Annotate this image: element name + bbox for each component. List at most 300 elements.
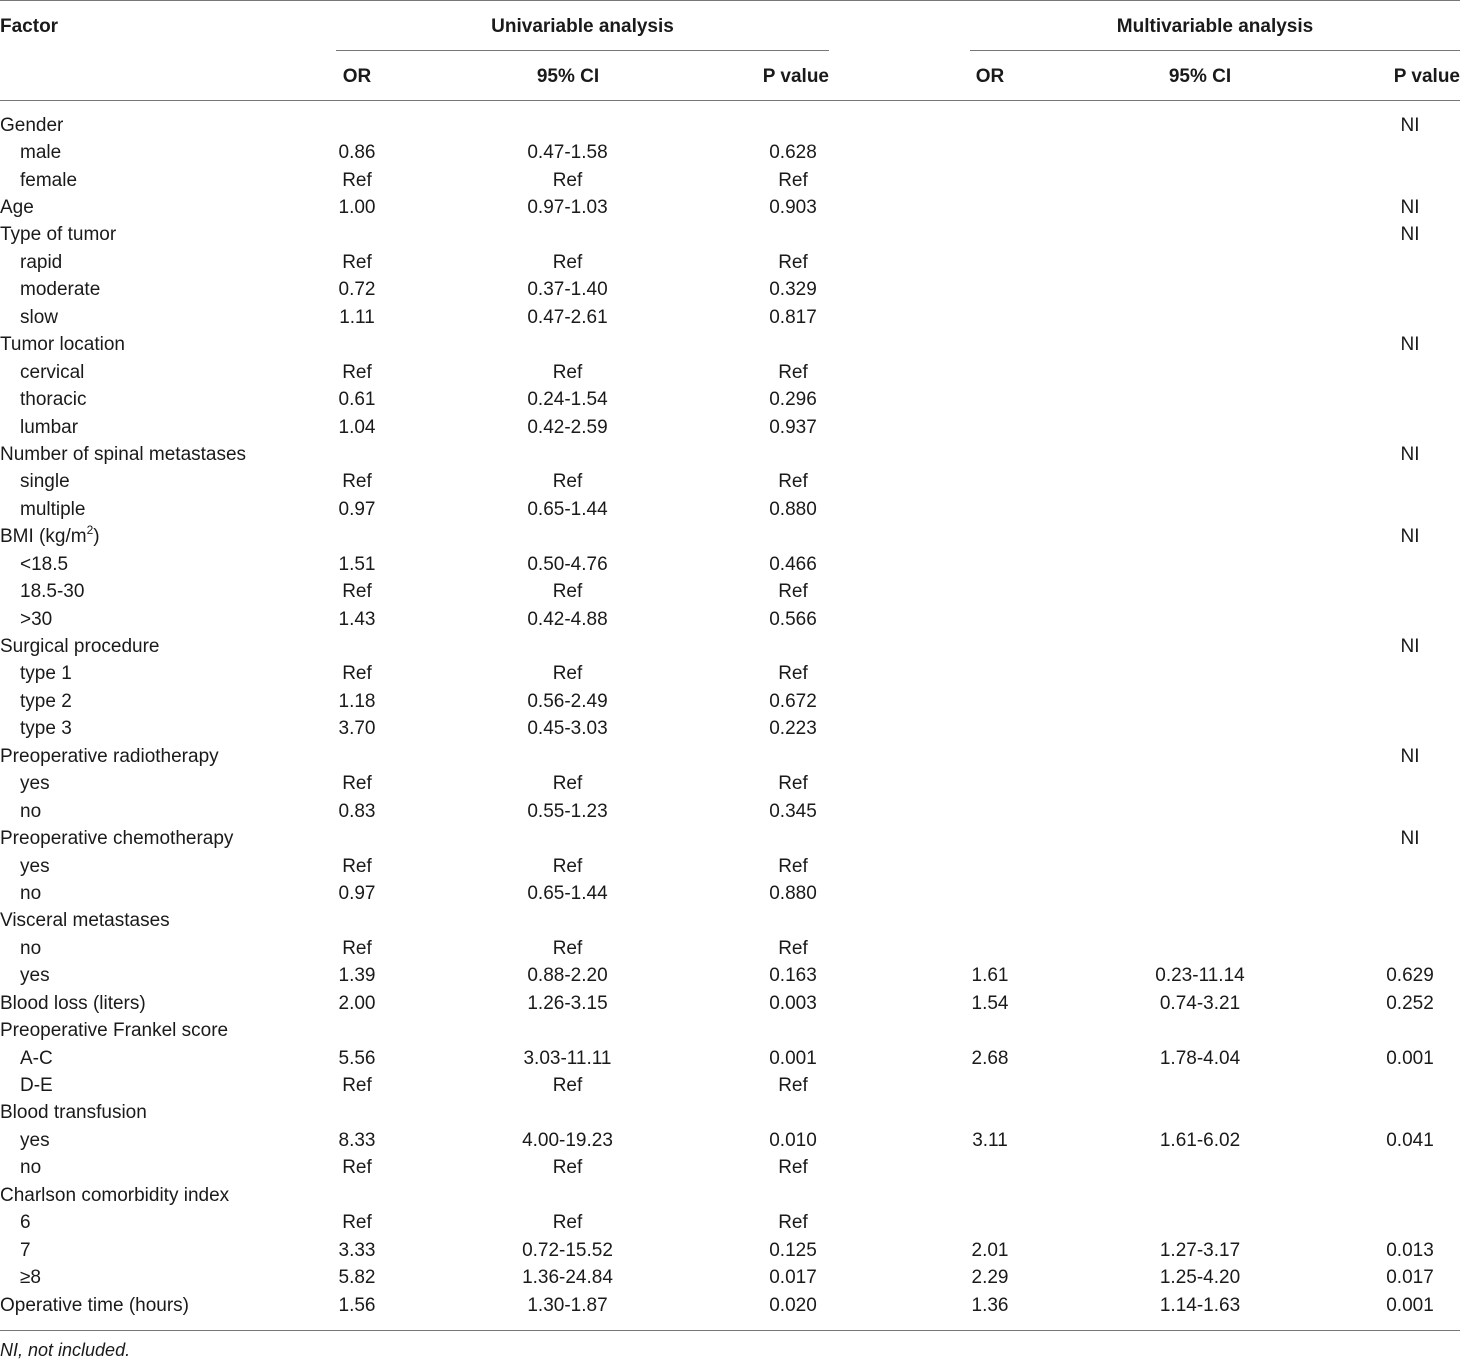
- univariable-p-cell: 0.001: [769, 1047, 817, 1069]
- multivariable-or-cell: [940, 688, 1040, 715]
- multivariable-p-cell: [1360, 688, 1460, 715]
- factor-cell: [0, 853, 307, 880]
- univariable-or-cell: [307, 1017, 407, 1044]
- multivariable-ci-cell: [1040, 743, 1360, 770]
- header-univariable: Univariable analysis: [491, 16, 674, 37]
- column-gap: [858, 1045, 940, 1072]
- factor-label: Tumor location: [0, 334, 125, 356]
- univariable-or-cell: 2.00: [338, 992, 376, 1014]
- table-row: [0, 633, 1460, 660]
- univariable-p-cell: 0.329: [769, 279, 817, 301]
- table-row: [0, 798, 1460, 825]
- factor-label: no: [20, 937, 42, 959]
- multivariable-ci-cell: [1040, 332, 1360, 359]
- univariable-p-cell: Ref: [778, 1212, 808, 1234]
- multivariable-p-cell: [1360, 1017, 1460, 1044]
- factor-cell: [0, 743, 307, 770]
- factor-cell: [0, 1182, 307, 1209]
- factor-label: >30: [20, 608, 53, 630]
- univariable-p-cell: Ref: [778, 251, 808, 273]
- multivariable-ci-cell: [1040, 798, 1360, 825]
- univariable-or-cell: [307, 1100, 407, 1127]
- multivariable-ci-cell: [1040, 853, 1360, 880]
- univariable-or-cell: 0.97: [338, 882, 376, 904]
- multivariable-or-cell: [940, 716, 1040, 743]
- univariable-ci-cell: Ref: [552, 1075, 583, 1097]
- multivariable-ci-cell: [1040, 1017, 1360, 1044]
- univariable-or-cell: [307, 908, 407, 935]
- univariable-ci-cell: Ref: [552, 937, 583, 959]
- multivariable-ci-cell: [1040, 771, 1360, 798]
- multivariable-ci-cell: [1040, 716, 1360, 743]
- factor-cell: [0, 1017, 307, 1044]
- table-row: [0, 139, 1460, 166]
- factor-cell: [0, 578, 307, 605]
- multivariable-group-rule: [970, 50, 1460, 51]
- multivariable-or-cell: 1.54: [971, 992, 1009, 1014]
- multivariable-ci-cell: [1040, 688, 1360, 715]
- column-gap: [858, 1072, 940, 1099]
- univariable-or-cell: 0.97: [338, 498, 376, 520]
- column-gap: [858, 771, 940, 798]
- multivariable-p-cell: 0.629: [1386, 965, 1434, 987]
- univariable-p-cell: Ref: [778, 855, 808, 877]
- multivariable-or-cell: 1.36: [971, 1294, 1009, 1316]
- table-row: [0, 1100, 1460, 1127]
- univariable-p-cell: [728, 441, 858, 468]
- multivariable-p-cell: 0.001: [1386, 1294, 1434, 1316]
- column-gap: [858, 167, 940, 194]
- factor-cell: [0, 880, 307, 907]
- table-row: [0, 304, 1460, 331]
- column-gap: [858, 908, 940, 935]
- univariable-or-cell: 1.04: [338, 416, 376, 438]
- multivariable-p-cell: NI: [1400, 745, 1420, 767]
- univariable-or-cell: [307, 441, 407, 468]
- multivariable-ci-cell: [1040, 414, 1360, 441]
- table-row: [0, 853, 1460, 880]
- table-row: [0, 441, 1460, 468]
- column-gap: [858, 194, 940, 221]
- multivariable-p-cell: 0.013: [1386, 1239, 1434, 1261]
- column-gap: [858, 688, 940, 715]
- univariable-or-cell: 1.39: [338, 965, 376, 987]
- factor-label: rapid: [20, 251, 63, 273]
- factor-cell: [0, 524, 307, 551]
- multivariable-p-cell: [1360, 853, 1460, 880]
- footnote: NI, not included.: [0, 1340, 131, 1360]
- multivariable-or-cell: [940, 332, 1040, 359]
- multivariable-p-cell: [1360, 798, 1460, 825]
- multivariable-p-cell: [1360, 139, 1460, 166]
- univariable-p-cell: 0.003: [769, 992, 817, 1014]
- univariable-ci-cell: 0.50-4.76: [527, 553, 608, 575]
- multivariable-p-cell: [1360, 414, 1460, 441]
- multivariable-ci-cell: [1040, 606, 1360, 633]
- multivariable-ci-cell: [1040, 359, 1360, 386]
- multivariable-or-cell: [940, 139, 1040, 166]
- factor-cell: [0, 194, 307, 221]
- column-gap: [858, 825, 940, 852]
- factor-cell: [0, 771, 307, 798]
- table-row: [0, 771, 1460, 798]
- multivariable-or-cell: [940, 853, 1040, 880]
- factor-label: Type of tumor: [0, 224, 117, 246]
- factor-cell: [0, 1045, 307, 1072]
- multivariable-p-cell: 0.017: [1386, 1267, 1434, 1289]
- univariable-or-cell: [307, 825, 407, 852]
- column-gap: [858, 551, 940, 578]
- univariable-or-cell: Ref: [342, 471, 372, 493]
- factor-cell: [0, 441, 307, 468]
- factor-label: yes: [20, 965, 50, 987]
- univariable-p-cell: 0.163: [769, 965, 817, 987]
- multivariable-ci-cell: [1040, 277, 1360, 304]
- multivariable-p-cell: [1360, 249, 1460, 276]
- univariable-ci-cell: [407, 1182, 728, 1209]
- column-gap: [858, 441, 940, 468]
- multivariable-ci-cell: [1040, 825, 1360, 852]
- factor-cell: [0, 716, 307, 743]
- table-row: [0, 990, 1460, 1017]
- univariable-p-cell: 0.125: [769, 1239, 817, 1261]
- table-row: [0, 1072, 1460, 1099]
- header-u-ci: 95% CI: [536, 66, 600, 87]
- table-row: [0, 551, 1460, 578]
- univariable-p-cell: 0.817: [769, 306, 817, 328]
- header-m-p: P value: [1393, 66, 1460, 87]
- multivariable-ci-cell: 1.78-4.04: [1159, 1047, 1241, 1069]
- factor-cell: [0, 277, 307, 304]
- multivariable-or-cell: [940, 222, 1040, 249]
- table-row: [0, 825, 1460, 852]
- factor-label: <18.5: [20, 553, 69, 575]
- multivariable-or-cell: [940, 167, 1040, 194]
- column-gap: [858, 1127, 940, 1154]
- univariable-ci-cell: 0.65-1.44: [527, 882, 608, 904]
- factor-label: type 3: [20, 718, 72, 740]
- univariable-p-cell: 0.466: [769, 553, 817, 575]
- multivariable-p-cell: [1360, 469, 1460, 496]
- multivariable-ci-cell: 0.23-11.14: [1155, 965, 1245, 987]
- univariable-p-cell: 0.937: [769, 416, 817, 438]
- univariable-ci-cell: Ref: [552, 251, 583, 273]
- factor-superscript: 2: [86, 523, 94, 538]
- column-gap: [858, 743, 940, 770]
- univariable-ci-cell: 1.26-3.15: [527, 992, 608, 1014]
- multivariable-p-cell: [1360, 1182, 1460, 1209]
- column-gap: [858, 578, 940, 605]
- multivariable-ci-cell: [1040, 1100, 1360, 1127]
- factor-label: no: [20, 800, 42, 822]
- multivariable-ci-cell: [1040, 249, 1360, 276]
- multivariable-or-cell: [940, 1182, 1040, 1209]
- multivariable-p-cell: [1360, 716, 1460, 743]
- multivariable-p-cell: [1360, 386, 1460, 413]
- multivariable-or-cell: [940, 908, 1040, 935]
- factor-cell: [0, 963, 307, 990]
- results-table: [0, 112, 1460, 1319]
- header-bottom-rule: [0, 100, 1460, 101]
- multivariable-ci-cell: 1.25-4.20: [1159, 1267, 1241, 1289]
- factor-cell: [0, 386, 307, 413]
- multivariable-p-cell: [1360, 935, 1460, 962]
- column-gap: [858, 1292, 940, 1319]
- table-row: [0, 194, 1460, 221]
- multivariable-ci-cell: [1040, 578, 1360, 605]
- multivariable-ci-cell: [1040, 469, 1360, 496]
- univariable-or-cell: 5.56: [338, 1047, 376, 1069]
- column-gap: [858, 277, 940, 304]
- multivariable-p-cell: NI: [1400, 114, 1420, 136]
- univariable-p-cell: [728, 825, 858, 852]
- multivariable-ci-cell: 0.74-3.21: [1159, 992, 1241, 1014]
- factor-label: A-C: [20, 1047, 53, 1069]
- factor-cell: [0, 1237, 307, 1264]
- univariable-or-cell: 0.83: [338, 800, 376, 822]
- univariable-or-cell: Ref: [342, 855, 372, 877]
- header-m-or: OR: [975, 66, 1005, 87]
- univariable-p-cell: Ref: [778, 1157, 808, 1179]
- univariable-or-cell: 1.43: [338, 608, 376, 630]
- table-row: [0, 1017, 1460, 1044]
- factor-label: yes: [20, 855, 50, 877]
- univariable-ci-cell: [407, 825, 728, 852]
- factor-cell: [0, 496, 307, 523]
- univariable-p-cell: Ref: [778, 1075, 808, 1097]
- column-gap: [858, 1155, 940, 1182]
- multivariable-or-cell: 2.01: [971, 1239, 1009, 1261]
- multivariable-ci-cell: [1040, 222, 1360, 249]
- univariable-p-cell: Ref: [778, 471, 808, 493]
- univariable-ci-cell: 0.55-1.23: [527, 800, 608, 822]
- table-row: [0, 469, 1460, 496]
- univariable-p-cell: 0.903: [769, 197, 817, 219]
- multivariable-or-cell: [940, 661, 1040, 688]
- univariable-or-cell: 1.56: [338, 1294, 376, 1316]
- univariable-p-cell: [728, 743, 858, 770]
- factor-label: Preoperative Frankel score: [0, 1020, 229, 1042]
- column-gap: [858, 661, 940, 688]
- factor-label: yes: [20, 1129, 50, 1151]
- multivariable-ci-cell: 1.14-1.63: [1159, 1294, 1241, 1316]
- univariable-p-cell: [728, 1100, 858, 1127]
- univariable-ci-cell: Ref: [552, 773, 583, 795]
- table-row: [0, 908, 1460, 935]
- univariable-ci-cell: [407, 332, 728, 359]
- table-row: [0, 277, 1460, 304]
- factor-label: BMI (kg/m: [0, 526, 87, 548]
- univariable-p-cell: Ref: [778, 581, 808, 603]
- univariable-ci-cell: [407, 908, 728, 935]
- univariable-or-cell: 3.70: [338, 718, 376, 740]
- univariable-p-cell: 0.880: [769, 498, 817, 520]
- univariable-ci-cell: [407, 1017, 728, 1044]
- multivariable-ci-cell: [1040, 386, 1360, 413]
- factor-cell: [0, 1210, 307, 1237]
- univariable-p-cell: 0.672: [769, 690, 817, 712]
- table-row: [0, 332, 1460, 359]
- multivariable-or-cell: 2.68: [971, 1047, 1009, 1069]
- factor-label: Charlson comorbidity index: [0, 1184, 230, 1206]
- factor-label: male: [20, 142, 62, 164]
- univariable-p-cell: [728, 112, 858, 139]
- multivariable-p-cell: [1360, 661, 1460, 688]
- multivariable-or-cell: [940, 249, 1040, 276]
- univariable-or-cell: Ref: [342, 169, 372, 191]
- table-row: [0, 1155, 1460, 1182]
- multivariable-p-cell: [1360, 277, 1460, 304]
- factor-cell: [0, 414, 307, 441]
- multivariable-or-cell: [940, 798, 1040, 825]
- multivariable-ci-cell: [1040, 908, 1360, 935]
- table-row: [0, 1127, 1460, 1154]
- univariable-or-cell: 0.72: [338, 279, 376, 301]
- column-gap: [858, 386, 940, 413]
- factor-cell: [0, 1072, 307, 1099]
- factor-cell: [0, 633, 307, 660]
- multivariable-ci-cell: [1040, 661, 1360, 688]
- univariable-or-cell: 1.18: [338, 690, 376, 712]
- factor-label: multiple: [20, 498, 86, 520]
- univariable-ci-cell: [407, 1100, 728, 1127]
- univariable-p-cell: 0.345: [769, 800, 817, 822]
- factor-label: 18.5-30: [20, 581, 85, 603]
- univariable-or-cell: 1.00: [338, 197, 376, 219]
- multivariable-or-cell: [940, 386, 1040, 413]
- column-gap: [858, 414, 940, 441]
- factor-label: Age: [0, 197, 34, 219]
- factor-label: female: [20, 169, 78, 191]
- univariable-ci-cell: 0.72-15.52: [522, 1239, 613, 1261]
- column-gap: [858, 496, 940, 523]
- factor-label: type 1: [20, 663, 72, 685]
- multivariable-ci-cell: [1040, 633, 1360, 660]
- multivariable-or-cell: [940, 1155, 1040, 1182]
- multivariable-or-cell: [940, 1017, 1040, 1044]
- multivariable-or-cell: [940, 633, 1040, 660]
- factor-cell: [0, 167, 307, 194]
- univariable-p-cell: [728, 524, 858, 551]
- factor-cell: [0, 688, 307, 715]
- multivariable-or-cell: [940, 414, 1040, 441]
- univariable-ci-cell: 0.42-2.59: [527, 416, 608, 438]
- table-row: [0, 414, 1460, 441]
- factor-cell: [0, 139, 307, 166]
- multivariable-or-cell: [940, 606, 1040, 633]
- column-gap: [858, 990, 940, 1017]
- multivariable-or-cell: [940, 277, 1040, 304]
- multivariable-or-cell: [940, 359, 1040, 386]
- table-row: [0, 963, 1460, 990]
- multivariable-or-cell: 2.29: [971, 1267, 1009, 1289]
- factor-label: lumbar: [20, 416, 79, 438]
- univariable-ci-cell: 1.36-24.84: [522, 1267, 613, 1289]
- univariable-ci-cell: Ref: [552, 471, 583, 493]
- table-row: [0, 496, 1460, 523]
- univariable-or-cell: 8.33: [338, 1129, 376, 1151]
- multivariable-p-cell: [1360, 880, 1460, 907]
- header-u-p: P value: [762, 66, 829, 87]
- univariable-ci-cell: 0.47-2.61: [527, 306, 608, 328]
- multivariable-p-cell: NI: [1400, 443, 1420, 465]
- factor-label: 7: [20, 1239, 31, 1261]
- multivariable-or-cell: [940, 441, 1040, 468]
- univariable-or-cell: Ref: [342, 581, 372, 603]
- multivariable-ci-cell: [1040, 194, 1360, 221]
- factor-cell: [0, 1264, 307, 1291]
- factor-label: single: [20, 471, 70, 493]
- univariable-or-cell: Ref: [342, 1212, 372, 1234]
- header-m-ci: 95% CI: [1168, 66, 1232, 87]
- multivariable-p-cell: [1360, 908, 1460, 935]
- univariable-ci-cell: 0.97-1.03: [527, 197, 608, 219]
- multivariable-p-cell: NI: [1400, 197, 1420, 219]
- univariable-p-cell: [728, 222, 858, 249]
- multivariable-ci-cell: [1040, 139, 1360, 166]
- univariable-ci-cell: [407, 441, 728, 468]
- column-gap: [858, 112, 940, 139]
- univariable-p-cell: 0.010: [769, 1129, 817, 1151]
- factor-cell: [0, 606, 307, 633]
- column-gap: [858, 853, 940, 880]
- univariable-or-cell: 1.51: [338, 553, 376, 575]
- multivariable-ci-cell: [1040, 1210, 1360, 1237]
- univariable-ci-cell: Ref: [552, 855, 583, 877]
- column-gap: [858, 359, 940, 386]
- table-row: [0, 1264, 1460, 1291]
- factor-cell: [0, 112, 307, 139]
- factor-cell: [0, 469, 307, 496]
- univariable-or-cell: [307, 1182, 407, 1209]
- univariable-ci-cell: 0.47-1.58: [527, 142, 608, 164]
- univariable-ci-cell: [407, 222, 728, 249]
- multivariable-or-cell: [940, 496, 1040, 523]
- univariable-p-cell: 0.628: [769, 142, 817, 164]
- univariable-ci-cell: 0.56-2.49: [527, 690, 608, 712]
- univariable-p-cell: 0.020: [769, 1294, 817, 1316]
- table-bottom-rule: [0, 1330, 1460, 1331]
- table-row: [0, 112, 1460, 139]
- factor-label: moderate: [20, 279, 101, 301]
- multivariable-p-cell: [1360, 167, 1460, 194]
- univariable-or-cell: [307, 633, 407, 660]
- column-gap: [858, 1264, 940, 1291]
- univariable-ci-cell: Ref: [552, 663, 583, 685]
- table-row: [0, 1182, 1460, 1209]
- univariable-or-cell: 0.86: [338, 142, 376, 164]
- multivariable-or-cell: [940, 304, 1040, 331]
- univariable-ci-cell: [407, 633, 728, 660]
- multivariable-or-cell: [940, 551, 1040, 578]
- table-row: [0, 359, 1460, 386]
- multivariable-or-cell: [940, 1100, 1040, 1127]
- univariable-p-cell: 0.566: [769, 608, 817, 630]
- multivariable-p-cell: [1360, 359, 1460, 386]
- column-gap: [858, 633, 940, 660]
- column-gap: [858, 139, 940, 166]
- univariable-or-cell: Ref: [342, 1075, 372, 1097]
- factor-cell: [0, 551, 307, 578]
- multivariable-ci-cell: [1040, 1155, 1360, 1182]
- factor-label: type 2: [20, 690, 72, 712]
- factor-label: Operative time (hours): [0, 1294, 190, 1316]
- table-row: [0, 222, 1460, 249]
- univariable-or-cell: 0.61: [338, 389, 376, 411]
- multivariable-or-cell: [940, 825, 1040, 852]
- column-gap: [858, 1182, 940, 1209]
- column-gap: [858, 222, 940, 249]
